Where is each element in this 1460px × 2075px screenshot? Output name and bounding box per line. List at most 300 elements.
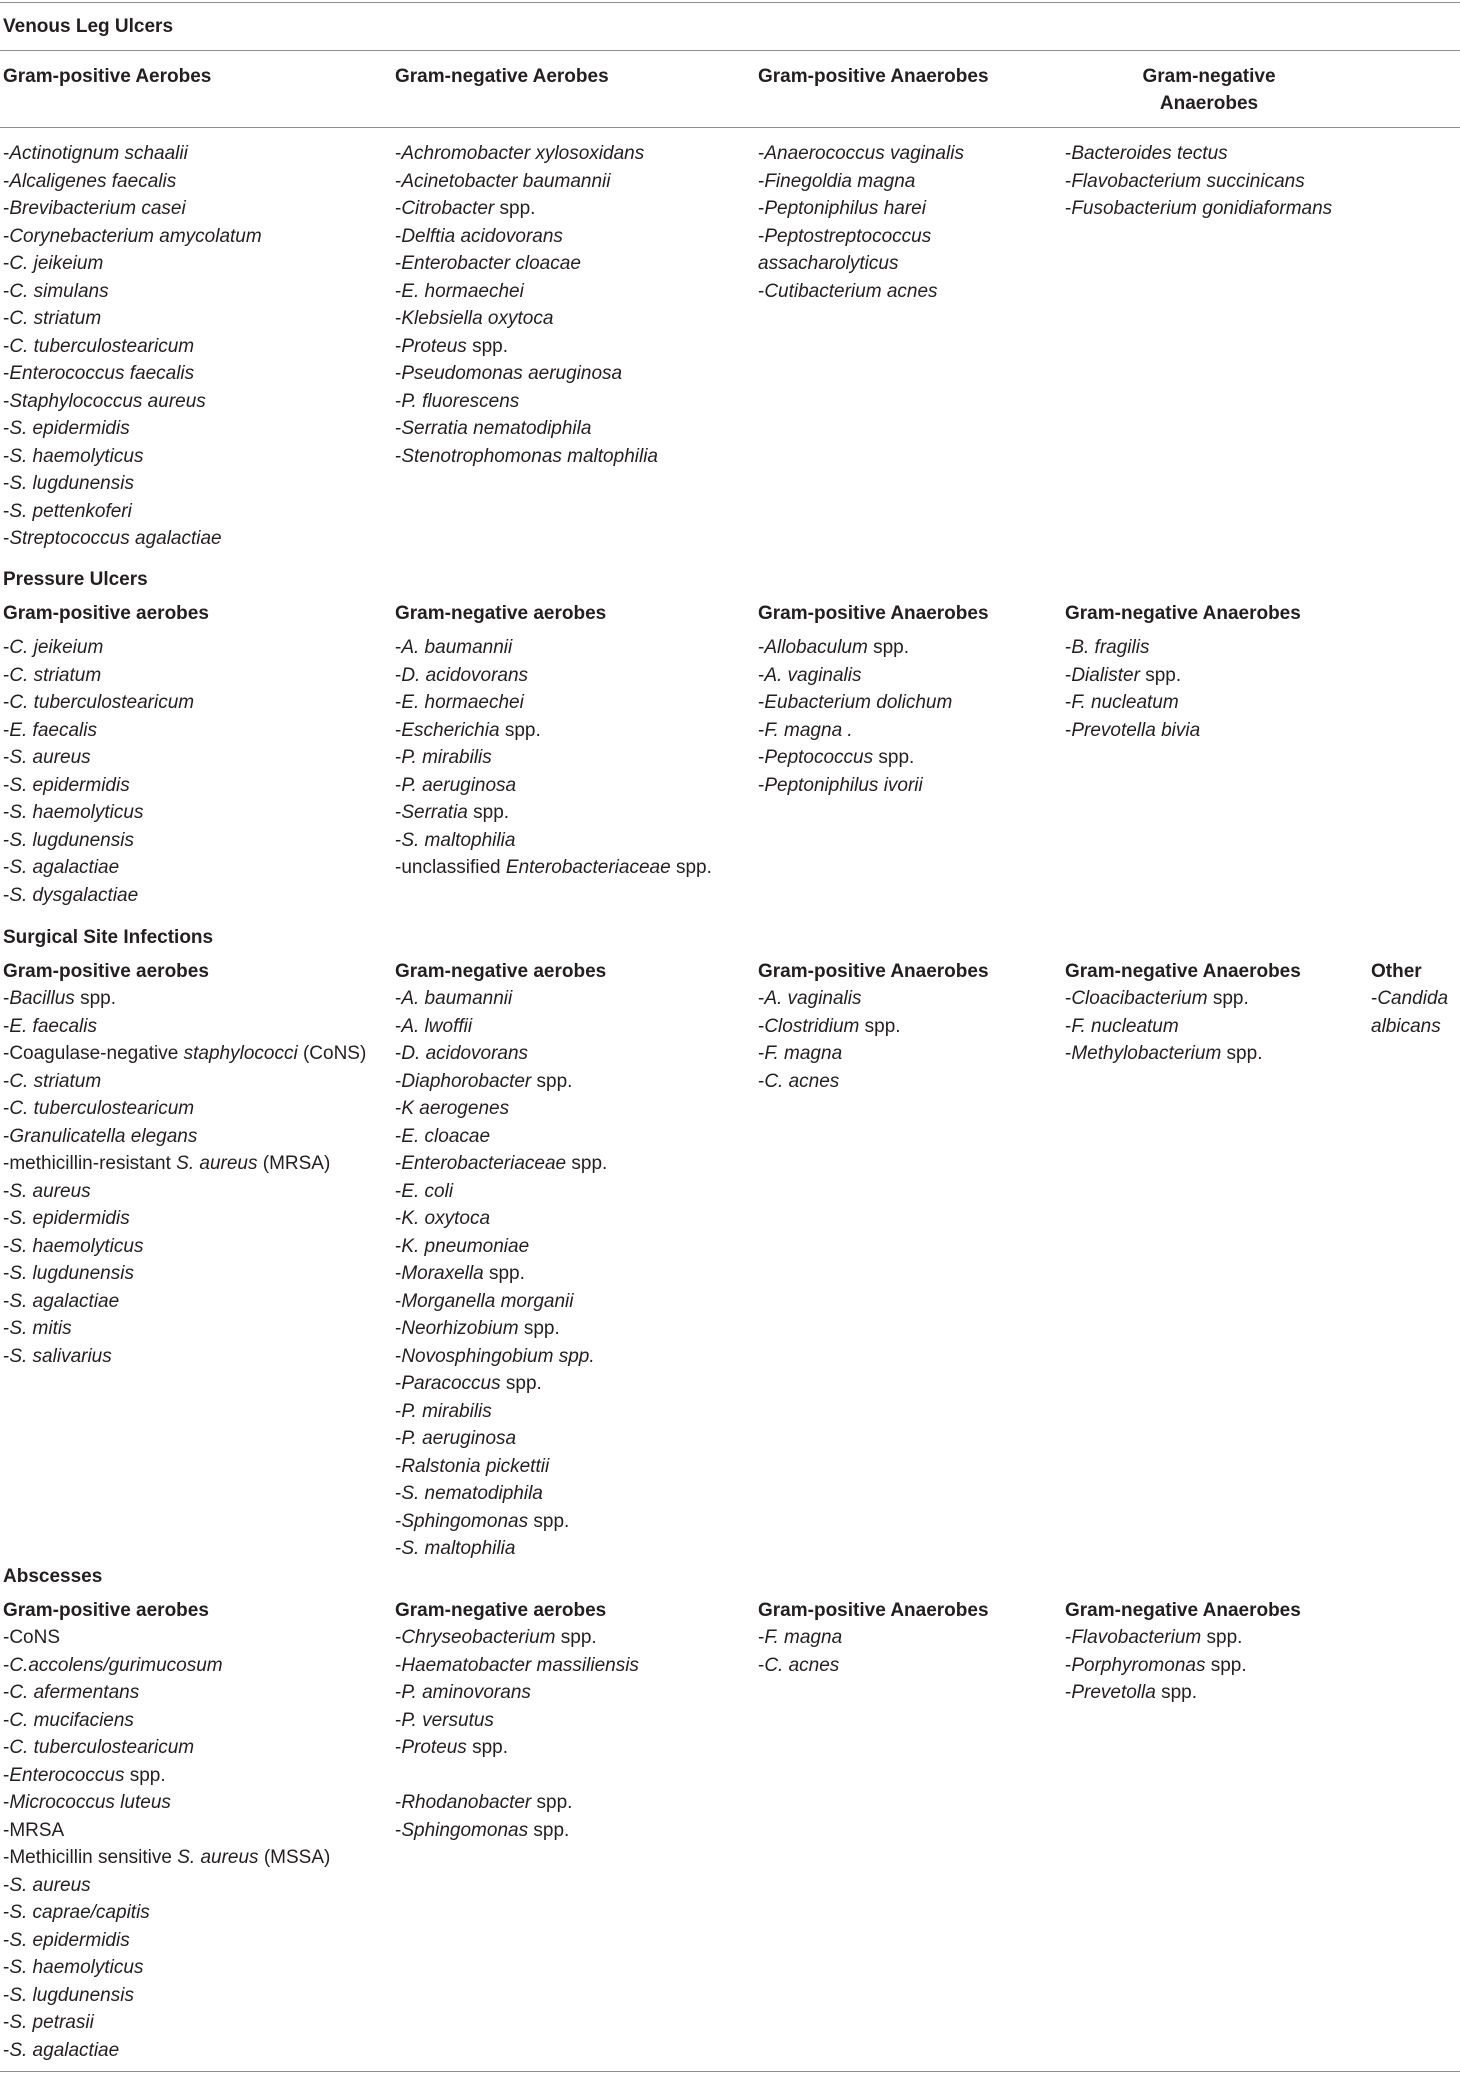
species-list	[1065, 1624, 1247, 1707]
item-text: -	[3, 1290, 10, 1312]
species-item	[758, 634, 952, 662]
species-item	[3, 195, 262, 223]
item-text: -	[1065, 1015, 1072, 1037]
item-text: -	[1065, 1627, 1072, 1648]
taxon-name: C. acnes	[764, 1654, 840, 1676]
taxon-name: S. maltophilia	[401, 1538, 516, 1559]
taxon-name: Escherichia	[401, 719, 500, 741]
item-text: -	[3, 692, 10, 713]
species-item	[3, 1095, 366, 1123]
section-title-pressure-ulcers: Pressure Ulcers	[3, 569, 148, 590]
species-item	[395, 744, 712, 772]
species-list	[758, 985, 901, 1095]
taxon-name: C. jeikeium	[9, 637, 104, 658]
taxon-name: C. tuberculostearicum	[9, 692, 195, 713]
taxon-name: Finegoldia magna	[764, 170, 916, 192]
item-text: -	[758, 747, 765, 768]
taxon-name: E. hormaechei	[401, 280, 524, 302]
item-text: -	[3, 335, 10, 357]
species-item	[395, 1150, 607, 1178]
item-text: spp.	[859, 1015, 901, 1037]
species-item	[3, 1844, 330, 1872]
species-item	[395, 1288, 607, 1316]
column-header: Gram-positive aerobes	[3, 603, 209, 624]
species-item	[3, 443, 262, 471]
species-item	[3, 854, 194, 882]
item-text: -	[1065, 143, 1072, 164]
item-text: -	[1065, 170, 1072, 192]
species-item	[395, 1233, 607, 1261]
item-text: spp.	[124, 1764, 166, 1786]
taxon-name: P. aeruginosa	[401, 774, 517, 796]
taxon-name: S. epidermidis	[9, 418, 130, 439]
species-item	[3, 360, 262, 388]
species-item	[758, 985, 901, 1013]
taxon-name: E. hormaechei	[401, 692, 524, 713]
item-text: -	[758, 143, 765, 164]
taxon-name: Eubacterium dolichum	[764, 692, 953, 713]
column-header: Gram-negative Anaerobes	[1065, 603, 1301, 624]
species-item	[3, 1954, 330, 1982]
species-item	[758, 278, 964, 306]
species-item	[395, 1679, 639, 1707]
taxon-name: Enterobacteriaceae	[401, 1153, 567, 1174]
species-item	[395, 772, 712, 800]
taxon-name: S. haemolyticus	[9, 1235, 144, 1257]
taxon-name: Citrobacter	[401, 198, 495, 219]
item-text: -	[395, 418, 402, 439]
taxon-name: Proteus	[401, 1737, 467, 1758]
species-item	[395, 333, 658, 361]
taxon-name: Flavobacterium	[1071, 1627, 1202, 1648]
species-item	[3, 1288, 366, 1316]
species-item	[3, 388, 262, 416]
item-text: -	[395, 280, 402, 302]
item-text: -	[3, 1737, 10, 1758]
item-text: -	[395, 1263, 402, 1284]
species-item	[1065, 662, 1200, 690]
species-item	[395, 1398, 607, 1426]
taxon-name: Enterobacteriaceae	[505, 857, 671, 878]
taxon-name: Peptoniphilus harei	[764, 198, 926, 219]
species-item	[1065, 717, 1200, 745]
taxon-name: Sphingomonas	[401, 1819, 529, 1841]
taxon-name: S. epidermidis	[9, 1929, 130, 1951]
species-list	[758, 634, 952, 799]
species-item	[3, 2009, 330, 2037]
item-text: -	[3, 1345, 10, 1367]
item-text: -	[395, 637, 402, 658]
species-item	[1065, 1040, 1262, 1068]
species-item	[395, 360, 658, 388]
item-text: -	[395, 1015, 402, 1037]
species-item	[3, 1260, 366, 1288]
item-text: -	[3, 1764, 10, 1786]
taxon-name: Rhodanobacter	[401, 1792, 532, 1813]
taxon-name: Proteus	[401, 335, 467, 357]
species-item	[3, 985, 366, 1013]
taxon-name: C.accolens/gurimucosum	[9, 1654, 223, 1676]
taxon-name: S. lugdunensis	[9, 473, 134, 494]
item-text: -	[3, 1654, 10, 1676]
species-item	[1065, 985, 1262, 1013]
taxon-name: S. haemolyticus	[9, 802, 144, 823]
taxon-name: S. haemolyticus	[9, 1957, 144, 1978]
taxon-name: P. fluorescens	[401, 390, 520, 412]
species-item	[395, 1315, 607, 1343]
item-text: spp.	[670, 857, 712, 878]
item-text: -	[395, 225, 402, 247]
taxon-name: Enterococcus faecalis	[9, 363, 195, 384]
species-item	[395, 278, 658, 306]
taxon-name: A. vaginalis	[764, 988, 862, 1009]
column-header: Gram-negative aerobes	[395, 1600, 607, 1621]
taxon-name: Alcaligenes faecalis	[9, 170, 177, 192]
species-item	[395, 1652, 639, 1680]
taxon-name: C. simulans	[9, 280, 109, 302]
item-text: -	[395, 1180, 402, 1202]
species-item	[395, 415, 658, 443]
item-text: -	[395, 1654, 402, 1676]
taxon-name: A. lwoffii	[401, 1015, 473, 1037]
item-text: -	[395, 253, 402, 274]
taxon-name: P. aminovorans	[401, 1682, 531, 1703]
item-text: -	[3, 1902, 10, 1923]
species-item	[3, 772, 194, 800]
species-item	[3, 305, 262, 333]
taxon-name: Peptococcus	[764, 747, 874, 768]
taxon-name: Porphyromonas	[1071, 1654, 1206, 1676]
item-text: -	[1065, 1682, 1072, 1703]
item-text: -	[758, 1015, 765, 1037]
taxon-name: Enterococcus	[9, 1764, 125, 1786]
item-text: -	[3, 1709, 10, 1731]
column-header: Other	[1371, 961, 1422, 982]
taxon-name: F. magna	[764, 1043, 843, 1064]
taxon-name: Micrococcus luteus	[9, 1792, 171, 1813]
item-text: -	[3, 884, 10, 906]
item-text: spp.	[867, 637, 910, 658]
taxon-name: S. epidermidis	[9, 774, 130, 796]
item-text: -	[3, 802, 10, 823]
taxon-name: Bacillus	[9, 988, 75, 1009]
taxon-name: Methylobacterium	[1071, 1043, 1222, 1064]
item-text: -	[3, 1098, 10, 1119]
item-text: -	[3, 1070, 10, 1092]
species-list	[3, 140, 262, 553]
taxon-name: A. baumannii	[401, 988, 513, 1009]
item-text: -	[3, 2012, 10, 2033]
species-item	[758, 1068, 901, 1096]
item-text: -	[395, 1153, 402, 1174]
item-text: spp.	[528, 1510, 570, 1532]
column-header: Gram-positive Anaerobes	[758, 603, 989, 624]
taxon-name: Flavobacterium succinicans	[1071, 170, 1305, 192]
species-item	[395, 1480, 607, 1508]
item-text: spp.	[566, 1153, 608, 1174]
item-text: -Coagulase-negative	[3, 1043, 184, 1064]
item-text: -	[395, 719, 402, 741]
item-text: -	[3, 664, 10, 686]
taxon-name: P. mirabilis	[401, 747, 492, 768]
species-item	[3, 1315, 366, 1343]
item-text: spp.	[494, 198, 536, 219]
taxon-name: S. aureus	[9, 1874, 91, 1896]
item-text: -	[395, 1373, 402, 1394]
species-item	[3, 1982, 330, 2010]
item-text: -	[1371, 988, 1378, 1009]
taxon-name: C. acnes	[764, 1070, 840, 1092]
species-item	[3, 689, 194, 717]
item-text: -	[3, 1263, 10, 1284]
taxon-name: Morganella morganii	[401, 1290, 574, 1312]
item-text: -	[1065, 692, 1072, 713]
species-list	[3, 634, 194, 909]
taxon-name: P. aeruginosa	[401, 1428, 517, 1449]
item-text: -	[758, 280, 765, 302]
item-text: -	[3, 418, 10, 439]
item-text: -	[3, 500, 10, 522]
item-text: spp.	[1221, 1043, 1263, 1064]
item-text: -	[3, 1984, 10, 2006]
item-text: spp.	[1139, 664, 1182, 686]
item-text: -	[395, 445, 402, 467]
item-text: -	[395, 335, 402, 357]
taxon-name: S. dysgalactiae	[9, 884, 139, 906]
taxon-name: S. pettenkoferi	[9, 500, 132, 522]
species-item	[3, 1679, 330, 1707]
taxon-name: Cloacibacterium	[1071, 988, 1208, 1009]
item-text: -	[3, 988, 10, 1009]
species-item	[395, 388, 658, 416]
column-header: Gram-negative Anaerobes	[1065, 1600, 1301, 1621]
item-text: -	[3, 528, 10, 549]
item-text: -	[395, 1235, 402, 1257]
item-text: -	[395, 802, 402, 823]
taxon-name: K. oxytoca	[401, 1208, 491, 1229]
species-list	[1371, 985, 1448, 1040]
item-text: -	[3, 1929, 10, 1951]
item-text: -	[395, 1682, 402, 1703]
item-text: -	[3, 1180, 10, 1202]
taxon-name: Prevetolla	[1071, 1682, 1156, 1703]
taxon-name: Haematobacter massiliensis	[401, 1654, 639, 1676]
item-text: -	[395, 774, 402, 796]
taxon-name: S. lugdunensis	[9, 829, 134, 851]
species-item	[395, 168, 658, 196]
item-text: spp.	[483, 1263, 525, 1284]
section-title-abscesses: Abscesses	[3, 1566, 103, 1587]
species-item	[395, 1260, 607, 1288]
taxon-name: Delftia acidovorans	[401, 225, 563, 247]
item-text: -	[3, 198, 10, 219]
item-text: -	[758, 774, 765, 796]
species-item	[395, 1425, 607, 1453]
species-item	[395, 1205, 607, 1233]
taxon-name: S. nematodiphila	[401, 1483, 543, 1504]
species-item	[3, 744, 194, 772]
species-item	[1065, 140, 1332, 168]
taxon-name: D. acidovorans	[401, 664, 529, 686]
item-text: -	[1065, 1654, 1072, 1676]
taxon-name: P. mirabilis	[401, 1400, 492, 1422]
item-text: spp.	[500, 1373, 542, 1394]
taxon-name: S. salivarius	[9, 1345, 112, 1367]
species-item	[395, 1624, 639, 1652]
taxon-name: S. maltophilia	[401, 829, 516, 851]
taxon-name: assacharolyticus	[758, 253, 899, 274]
taxon-name: Acinetobacter baumannii	[401, 170, 611, 192]
item-text: -	[395, 1098, 402, 1119]
item-text: -	[395, 692, 402, 713]
item-text: -	[758, 637, 765, 658]
taxon-name: Enterobacter cloacae	[401, 253, 581, 274]
item-text: (MSSA)	[258, 1847, 331, 1868]
taxon-name: Staphylococcus aureus	[9, 390, 206, 412]
taxon-name: B. fragilis	[1071, 637, 1150, 658]
species-item	[758, 1040, 901, 1068]
item-text: -	[395, 170, 402, 192]
taxon-name: Serratia nematodiphila	[401, 418, 592, 439]
species-item	[758, 662, 952, 690]
item-text: -	[395, 1290, 402, 1312]
item-text: -	[3, 473, 10, 494]
species-item	[1371, 985, 1448, 1013]
item-text: -	[395, 363, 402, 384]
item-text: -	[395, 1483, 402, 1504]
taxon-name: S. lugdunensis	[9, 1263, 134, 1284]
item-text: (MRSA)	[257, 1153, 331, 1174]
item-text: spp.	[528, 1819, 570, 1841]
item-text: -	[3, 143, 10, 164]
species-item	[3, 1343, 366, 1371]
species-item	[3, 1789, 330, 1817]
taxon-name: C. afermentans	[9, 1682, 140, 1703]
species-item	[3, 882, 194, 910]
taxon-name: C. striatum	[9, 1070, 102, 1092]
taxon-name: S. aureus	[176, 1153, 258, 1174]
item-text: -	[758, 198, 765, 219]
species-item	[395, 1068, 607, 1096]
item-text: -CoNS	[3, 1627, 61, 1648]
species-item	[3, 415, 262, 443]
species-item	[3, 250, 262, 278]
item-text: -	[395, 198, 402, 219]
taxon-name: E. faecalis	[9, 719, 97, 741]
species-item	[758, 689, 952, 717]
species-item	[1065, 1624, 1247, 1652]
species-item	[758, 195, 964, 223]
item-text: -	[758, 1654, 765, 1676]
item-text: -	[395, 1400, 402, 1422]
species-item	[1065, 1679, 1247, 1707]
species-item	[395, 1734, 639, 1762]
species-item	[395, 1040, 607, 1068]
taxon-name: P. versutus	[401, 1709, 494, 1731]
item-text: -	[3, 308, 10, 329]
species-item	[3, 140, 262, 168]
item-text: -	[3, 445, 10, 467]
item-text: -	[395, 1709, 402, 1731]
item-text: spp.	[74, 988, 117, 1009]
species-list	[1065, 985, 1262, 1068]
row-spacer	[395, 1762, 639, 1790]
taxon-name: C. jeikeium	[9, 253, 104, 274]
taxon-name: C. tuberculostearicum	[9, 1098, 195, 1119]
species-item	[395, 1343, 607, 1371]
item-text: -	[3, 225, 10, 247]
item-text: -	[758, 719, 765, 741]
taxon-name: S. aureus	[9, 1180, 91, 1202]
species-list	[1065, 634, 1200, 744]
item-text: -	[395, 1428, 402, 1449]
taxon-name: F. nucleatum	[1071, 692, 1179, 713]
taxon-name: C. striatum	[9, 308, 102, 329]
taxon-name: S. haemolyticus	[9, 445, 144, 467]
species-item	[3, 827, 194, 855]
column-header: Gram-negative Aerobes	[395, 66, 609, 87]
species-item	[395, 827, 712, 855]
item-text: -	[395, 1538, 402, 1559]
taxon-name: Allobaculum	[764, 637, 868, 658]
species-item	[395, 634, 712, 662]
species-item	[395, 223, 658, 251]
species-item	[758, 140, 964, 168]
item-text: -	[3, 2039, 10, 2061]
item-text: -	[3, 1957, 10, 1978]
item-text: spp.	[499, 719, 541, 741]
item-text: -	[3, 637, 10, 658]
species-item	[3, 1040, 366, 1068]
species-item	[395, 1370, 607, 1398]
item-text: -methicillin-resistant	[3, 1153, 177, 1174]
taxon-name: Klebsiella oxytoca	[401, 308, 554, 329]
taxon-name: D. acidovorans	[401, 1043, 529, 1064]
item-text: -	[758, 1070, 765, 1092]
item-text: -	[395, 988, 402, 1009]
item-text: -	[1065, 1043, 1072, 1064]
taxon-name: S. aureus	[9, 747, 91, 768]
taxon-name: Cutibacterium acnes	[764, 280, 938, 302]
species-item	[3, 1927, 330, 1955]
species-item	[3, 470, 262, 498]
taxon-name: S. agalactiae	[9, 857, 120, 878]
item-text: spp.	[1207, 988, 1249, 1009]
item-text: -	[3, 829, 10, 851]
taxon-name: Novosphingobium spp.	[401, 1345, 595, 1367]
item-text: spp.	[873, 747, 915, 768]
species-item	[758, 1652, 842, 1680]
taxon-name: Neorhizobium	[401, 1318, 519, 1339]
item-text: -	[1065, 664, 1072, 686]
species-item	[395, 443, 658, 471]
taxon-name: Prevotella bivia	[1071, 719, 1201, 741]
item-text: -	[395, 1070, 402, 1092]
taxon-name: C. mucifaciens	[9, 1709, 134, 1731]
species-list	[1065, 140, 1332, 223]
taxon-name: A. baumannii	[401, 637, 513, 658]
taxon-name: Anaerococcus vaginalis	[764, 143, 964, 164]
item-text: -MRSA	[3, 1819, 65, 1841]
column-header: Gram-negative aerobes	[395, 603, 607, 624]
column-header: Gram-positive Anaerobes	[758, 66, 989, 87]
item-text: -	[758, 692, 765, 713]
item-text: spp.	[555, 1627, 597, 1648]
taxon-name: F. nucleatum	[1071, 1015, 1179, 1037]
item-text: spp.	[1155, 1682, 1198, 1703]
taxon-name: Streptococcus agalactiae	[9, 528, 222, 549]
item-text: -	[3, 1874, 10, 1896]
